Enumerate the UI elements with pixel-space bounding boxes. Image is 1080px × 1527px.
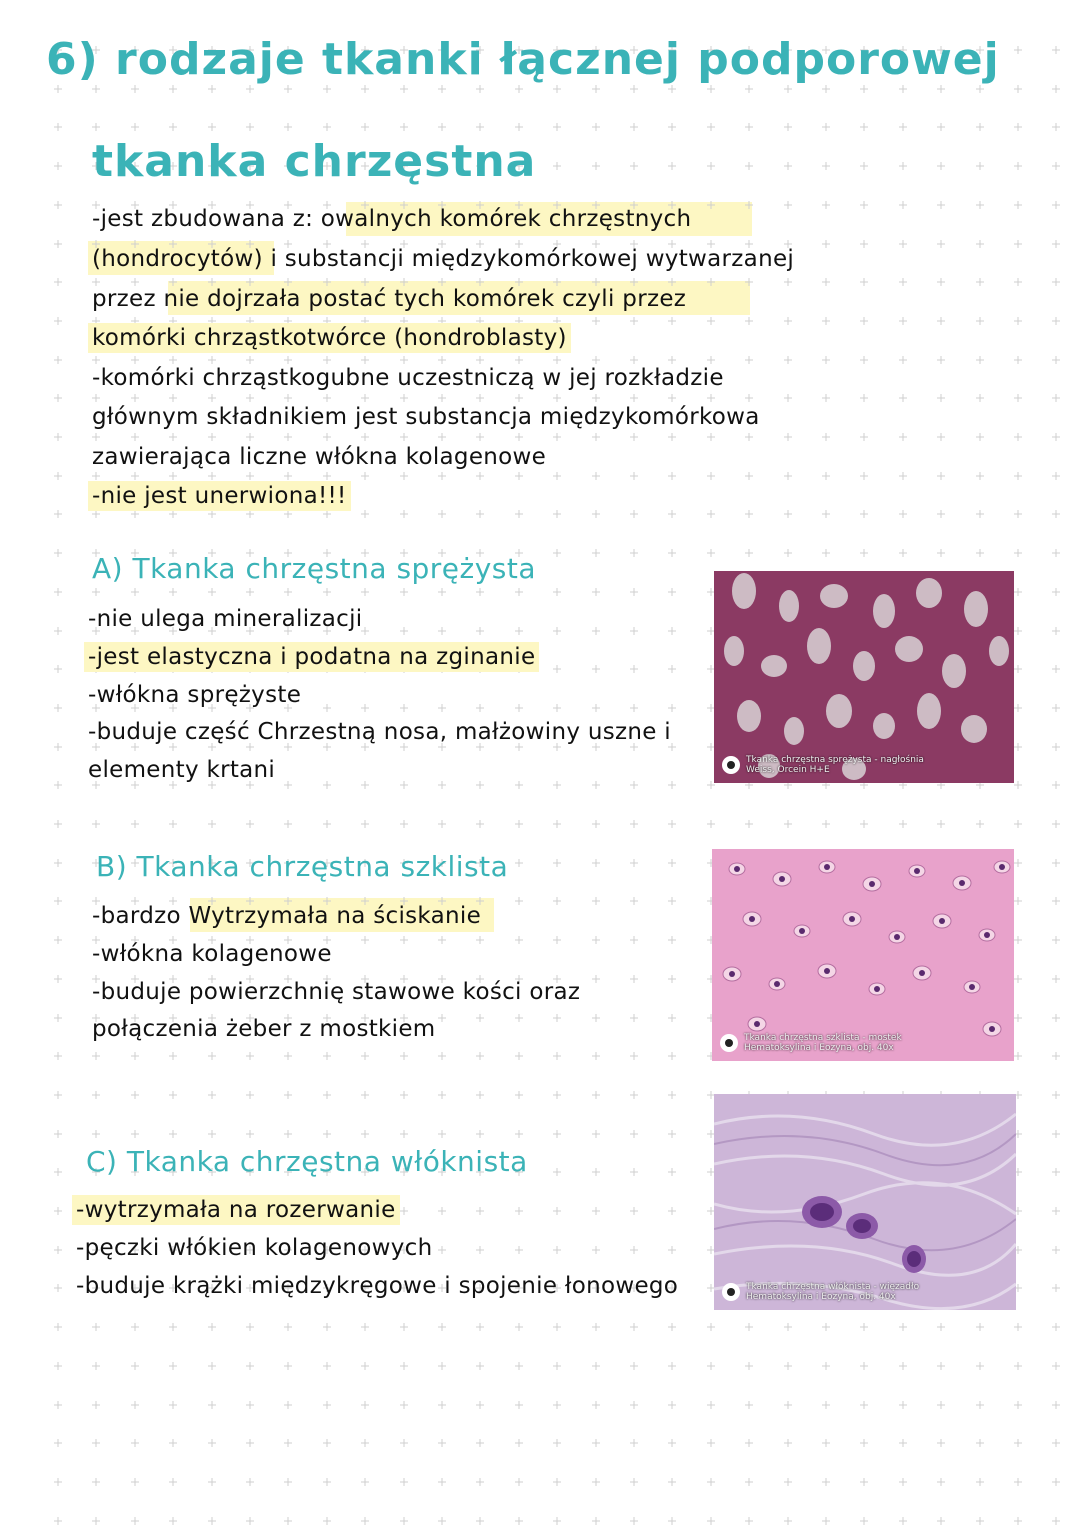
atlas-logo-icon	[722, 1283, 740, 1301]
fibrocartilage-texture	[714, 1094, 1016, 1310]
section-a-line-text: -jest elastyczna i podatna na zginanie	[84, 642, 539, 672]
photo-caption-title: Tkanka chrzęstna sprężysta - nagłośnia	[746, 755, 924, 765]
elastic-cartilage-photo	[714, 571, 1014, 783]
intro-line-text: głównym składnikiem jest substancja międzykomórkowa	[92, 404, 760, 430]
intro-line-text: -jest zbudowana z: owalnych komórek chrzęstnych	[92, 206, 692, 232]
photo-caption-stain: Weiss, Orcein H+E	[746, 765, 830, 775]
photo-caption-stain: Hematoksylina i Eozyna, obj. 40x	[746, 1292, 896, 1302]
fibrocartilage-photo	[714, 1094, 1016, 1310]
intro-line	[92, 365, 724, 391]
section-a-title: A) Tkanka chrzęstna sprężysta	[92, 552, 537, 585]
photo-caption	[722, 1282, 919, 1302]
intro-line-text: zawierająca liczne włókna kolagenowe	[92, 444, 547, 470]
intro-line-text: (hondrocytów) i substancji międzykomórkowej wytwarzanej	[92, 246, 795, 272]
section-b-line: -buduje powierzchnię stawowe kości oraz	[92, 979, 581, 1005]
intro-line-text: -nie jest unerwiona!!!	[88, 481, 351, 511]
photo-caption-title: Tkanka chrzęstna włóknista - więzadło	[746, 1282, 920, 1292]
section-a-line: elementy krtani	[88, 757, 276, 783]
atlas-logo-icon	[720, 1034, 738, 1052]
intro-line	[92, 404, 760, 430]
photo-caption-stain: Hematoksylina i Eozyna, obj. 40x	[744, 1043, 894, 1053]
section-c-line-text: -wytrzymała na rozerwanie	[72, 1195, 400, 1225]
section-b-title: B) Tkanka chrzęstna szklista	[96, 850, 509, 883]
intro-line	[92, 246, 794, 272]
section-c-line: -pęczki włókien kolagenowych	[76, 1235, 433, 1261]
intro-line-text: przez nie dojrzała postać tych komórek czyli przez	[92, 286, 687, 312]
elastic-cartilage-texture	[714, 571, 1014, 783]
intro-line	[92, 206, 691, 232]
section-c-title: C) Tkanka chrzęstna włóknista	[86, 1145, 528, 1178]
photo-caption	[720, 1033, 902, 1053]
section-a-line	[88, 644, 535, 670]
intro-line	[92, 444, 546, 470]
intro-line	[92, 483, 347, 509]
photo-caption	[722, 755, 924, 775]
section-c-line	[76, 1197, 396, 1223]
section-b-line: połączenia żeber z mostkiem	[92, 1016, 436, 1042]
atlas-logo-icon	[722, 756, 740, 774]
section-b-line: -bardzo Wytrzymała na ściskanie	[92, 903, 482, 929]
section-c-line: -buduje krążki międzykręgowe i spojenie łonowego	[76, 1273, 679, 1299]
section-title: tkanka chrzęstna	[92, 136, 537, 187]
intro-line-text: komórki chrząstkotwórce (hondroblasty)	[88, 323, 571, 353]
hyaline-cartilage-photo	[712, 849, 1014, 1061]
intro-line	[92, 286, 686, 312]
intro-line-text: -komórki chrząstkogubne uczestniczą w jej rozkładzie	[92, 365, 724, 391]
section-a-line: -włókna sprężyste	[88, 682, 302, 708]
page-title: 6) rodzaje tkanki łącznej podporowej	[46, 34, 1000, 85]
section-a-line: -buduje część Chrzestną nosa, małżowiny uszne i	[88, 719, 672, 745]
photo-caption-title: Tkanka chrzęstna szklista - mostek	[744, 1033, 902, 1043]
hyaline-cartilage-texture	[712, 849, 1014, 1061]
section-b-line: -włókna kolagenowe	[92, 941, 332, 967]
intro-line	[92, 325, 567, 351]
section-a-line: -nie ulega mineralizacji	[88, 606, 363, 632]
